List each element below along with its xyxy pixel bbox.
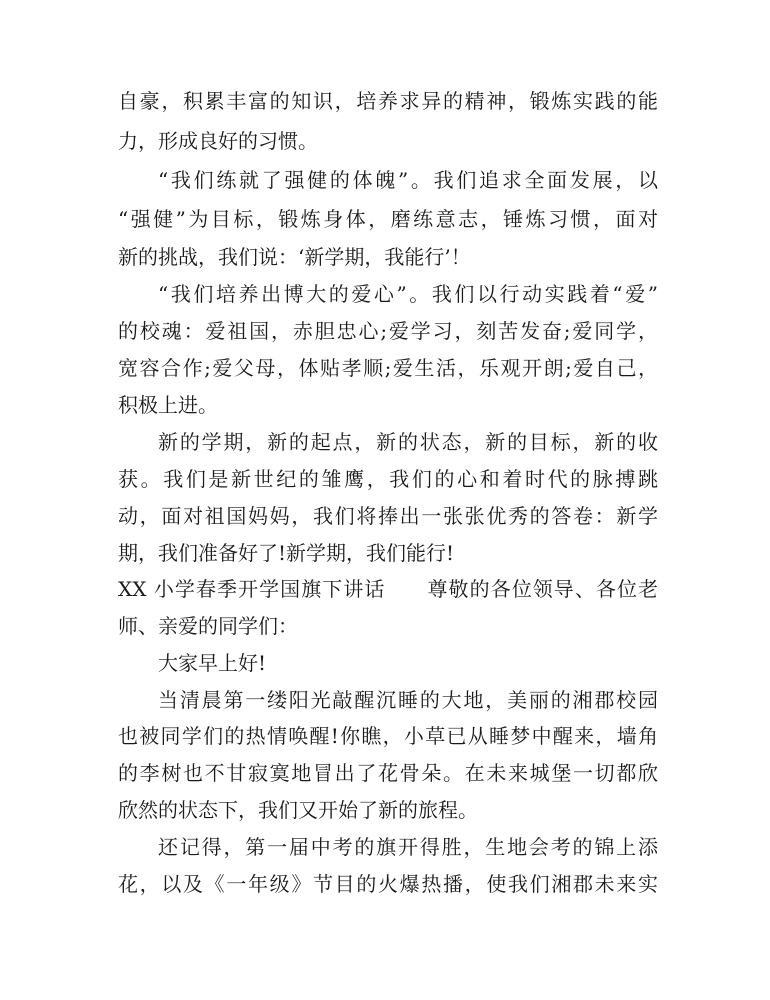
text-line: “强健”为目标，锻炼身体，磨练意志，锤炼习惯，面对 <box>118 207 658 231</box>
text-line: 期，我们准备好了!新学期，我们能行! <box>118 541 455 565</box>
text-line: 还记得，第一届中考的旗开得胜，生地会考的锦上添 <box>158 835 658 859</box>
text-line: 花，以及《一年级》节目的火爆热播，使我们湘郡未来实 <box>118 872 658 896</box>
text-line: 积极上进。 <box>118 393 218 417</box>
text-line: 动，面对祖国妈妈，我们将捧出一张张优秀的答卷：新学 <box>118 504 658 528</box>
text-line: 的李树也不甘寂寞地冒出了花骨朵。在未来城堡一切都欣 <box>118 761 658 785</box>
text-line: 当清晨第一缕阳光敲醒沉睡的大地，美丽的湘郡校园 <box>158 688 658 712</box>
text-line: 也被同学们的热情唤醒!你瞧，小草已从睡梦中醒来，墙角 <box>118 724 658 748</box>
text-line: 力，形成良好的习惯。 <box>118 129 318 153</box>
text-line: 欣然的状态下，我们又开始了新的旅程。 <box>118 798 478 822</box>
text-line: 宽容合作;爱父母，体贴孝顺;爱生活，乐观开朗;爱自己， <box>118 356 658 380</box>
text-line: “我们练就了强健的体魄”。我们追求全面发展，以 <box>158 168 658 192</box>
text-line: 新的挑战，我们说：‘新学期，我能行’！ <box>118 245 471 269</box>
speech-title-line: XX 小学春季开学国旗下讲话 尊敬的各位领导、各位老 <box>118 577 658 601</box>
text-line: 获。我们是新世纪的雏鹰，我们的心和着时代的脉搏跳 <box>118 467 658 491</box>
text-line: 自豪，积累丰富的知识，培养求异的精神，锻炼实践的能 <box>118 89 658 113</box>
text-line: 新的学期，新的起点，新的状态，新的目标，新的收 <box>158 430 658 454</box>
greeting-line: 大家早上好! <box>158 651 267 675</box>
text-line: 师、亲爱的同学们： <box>118 614 298 638</box>
text-line: 的校魂：爱祖国，赤胆忠心;爱学习，刻苦发奋;爱同学， <box>118 319 658 343</box>
text-line: “我们培养出博大的爱心”。我们以行动实践着“爱” <box>158 282 658 306</box>
